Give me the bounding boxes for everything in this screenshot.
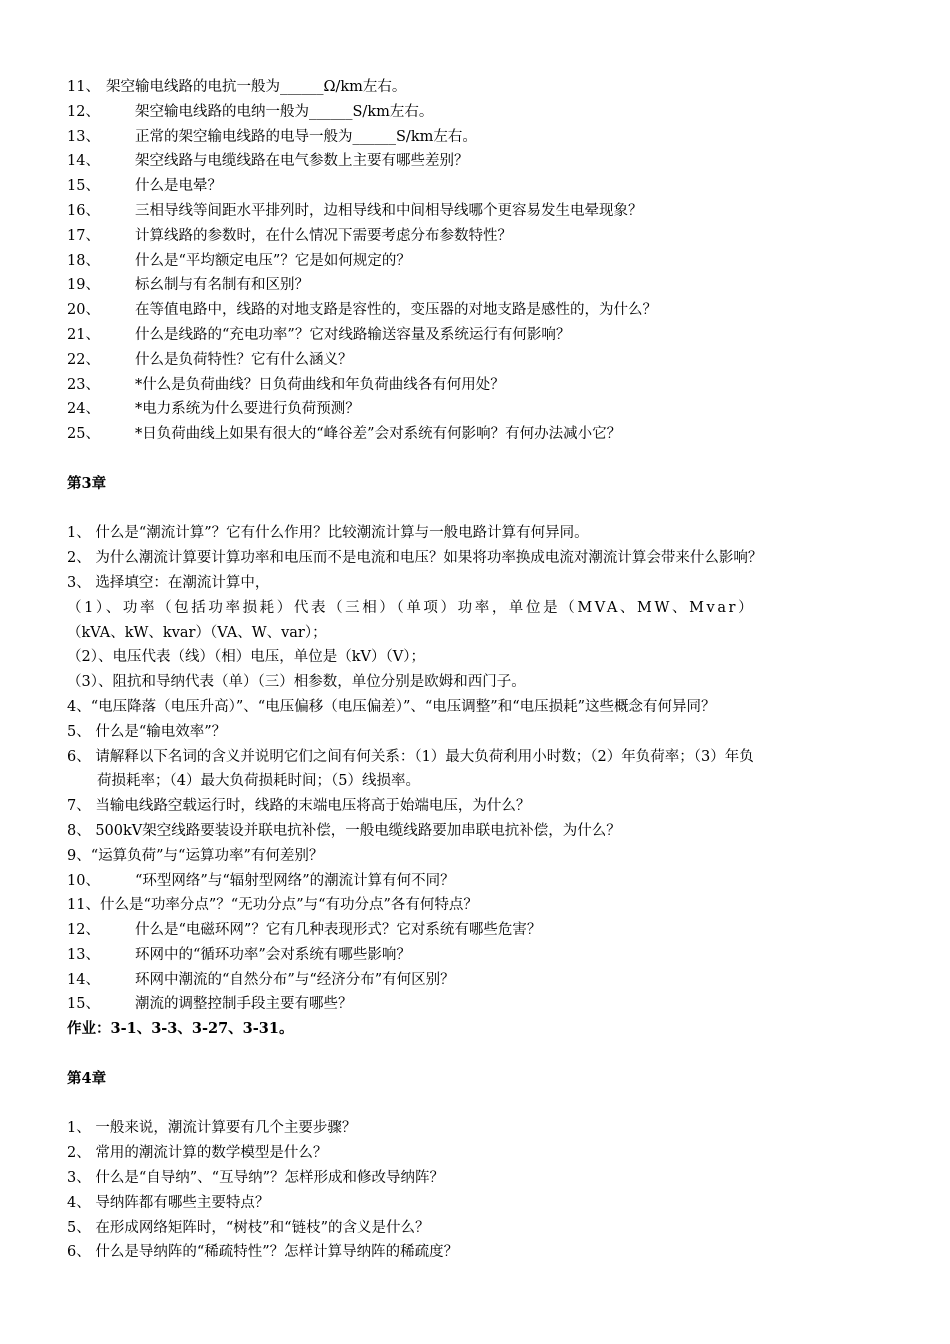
chapter2-question-list (67, 75, 897, 447)
chapter4-title: 第4章 (67, 1069, 107, 1087)
list-item: 2、 常用的潮流计算的数学模型是什么？ (67, 1145, 328, 1162)
list-item: 3、 什么是“自导纳”、“互导纳”？怎样形成和修改导纳阵？ (67, 1170, 444, 1187)
list-item: （2）、电压代表（线）（相）电压，单位是（kV）（V）； (67, 649, 425, 666)
list-item: 24、 *电力系统为什么要进行负荷预测？ (67, 401, 360, 418)
list-item: （3）、阻抗和导纳代表（单）（三）相参数，单位分别是欧姆和西门子。 (67, 674, 526, 691)
list-item: （kVA、kW、kvar）（VA、W、var）； (67, 624, 327, 641)
list-item: 3、 选择填空：在潮流计算中， (67, 574, 270, 591)
list-item: 6、 请解释以下名词的含义并说明它们之间有何关系：（1）最大负荷利用小时数；（2）年负荷率；（3）年负 (67, 748, 754, 765)
list-item: 4、 导纳阵都有哪些主要特点？ (67, 1194, 270, 1211)
list-item: 8、 500kV架空线路要装设并联电抗补偿，一般电缆线路要加串联电抗补偿，为什么？ (67, 822, 621, 839)
list-item: 16、 三相导线等间距水平排列时，边相导线和中间相导线哪个更容易发生电晕现象？ (67, 202, 643, 219)
spacer (67, 1092, 897, 1117)
document-page (67, 75, 897, 1265)
list-item: 18、 什么是“平均额定电压”？它是如何规定的？ (67, 252, 411, 269)
list-item: 21、 什么是线路的“充电功率”？它对线路输送容量及系统运行有何影响？ (67, 326, 571, 343)
list-item: 11、什么是“功率分点”？“无功分点”与“有功分点”各有何特点？ (67, 897, 478, 914)
list-item: 4、“电压降落（电压升高）”、“电压偏移（电压偏差）”、“电压调整”和“电压损耗”这些概念有何异同？ (67, 698, 716, 715)
list-item: 13、 环网中的“循环功率”会对系统有哪些影响？ (67, 946, 411, 963)
chapter3-title: 第3章 (67, 474, 107, 492)
list-item: 23、 *什么是负荷曲线？日负荷曲线和年负荷曲线各有何用处？ (67, 376, 505, 393)
chapter3-question-list (67, 521, 897, 1042)
list-item: 12、 什么是“电磁环网”？它有几种表现形式？它对系统有哪些危害？ (67, 922, 542, 939)
list-item: 13、 正常的架空输电线路的电导一般为______S/km左右。 (67, 128, 477, 145)
spacer (67, 497, 897, 522)
list-item: 14、 环网中潮流的“自然分布”与“经济分布”有何区别？ (67, 971, 455, 988)
list-item: 9、“运算负荷”与“运算功率”有何差别？ (67, 847, 324, 864)
homework-line: 作业：3-1、3-3、3-27、3-31。 (67, 1020, 294, 1038)
spacer (67, 447, 897, 472)
list-item: 5、 什么是“输电效率”？ (67, 723, 227, 740)
list-item: 荷损耗率；（4）最大负荷损耗时间；（5）线损率。 (97, 773, 420, 790)
list-item: 15、 潮流的调整控制手段主要有哪些？ (67, 996, 353, 1013)
list-item: 11、 架空输电线路的电抗一般为______Ω/km左右。 (67, 79, 407, 95)
list-item: 22、 什么是负荷特性？它有什么涵义？ (67, 351, 353, 368)
list-item: （1）、功率（包括功率损耗）代表（三相）（单项）功率，单位是（MVA、MW、Mvar） (67, 599, 756, 616)
list-item: 1、 什么是“潮流计算”？它有什么作用？比较潮流计算与一般电路计算有何异同。 (67, 525, 589, 542)
list-item: 19、 标幺制与有名制有和区别？ (67, 277, 309, 294)
list-item: 12、 架空输电线路的电纳一般为______S/km左右。 (67, 103, 434, 120)
list-item: 1、 一般来说，潮流计算要有几个主要步骤？ (67, 1120, 357, 1137)
spacer (67, 1042, 897, 1067)
list-item: 17、 计算线路的参数时，在什么情况下需要考虑分布参数特性？ (67, 227, 512, 244)
list-item: 5、 在形成网络矩阵时，“树枝”和“链枝”的含义是什么？ (67, 1219, 430, 1236)
list-item: 2、 为什么潮流计算要计算功率和电压而不是电流和电压？如果将功率换成电流对潮流计算会带来什么影响？ (67, 550, 763, 567)
list-item: 6、 什么是导纳阵的“稀疏特性”？怎样计算导纳阵的稀疏度？ (67, 1244, 459, 1261)
list-item: 20、 在等值电路中，线路的对地支路是容性的，变压器的对地支路是感性的，为什么？ (67, 302, 657, 319)
list-item: 14、 架空线路与电缆线路在电气参数上主要有哪些差别？ (67, 153, 469, 170)
list-item: 15、 什么是电晕？ (67, 178, 222, 195)
list-item: 7、 当输电线路空载运行时，线路的末端电压将高于始端电压，为什么？ (67, 798, 531, 815)
list-item: 10、 “环型网络”与“辐射型网络”的潮流计算有何不同？ (67, 872, 455, 889)
list-item: 25、 *日负荷曲线上如果有很大的“峰谷差”会对系统有何影响？有何办法减小它？ (67, 426, 622, 443)
chapter4-question-list (67, 1116, 897, 1265)
